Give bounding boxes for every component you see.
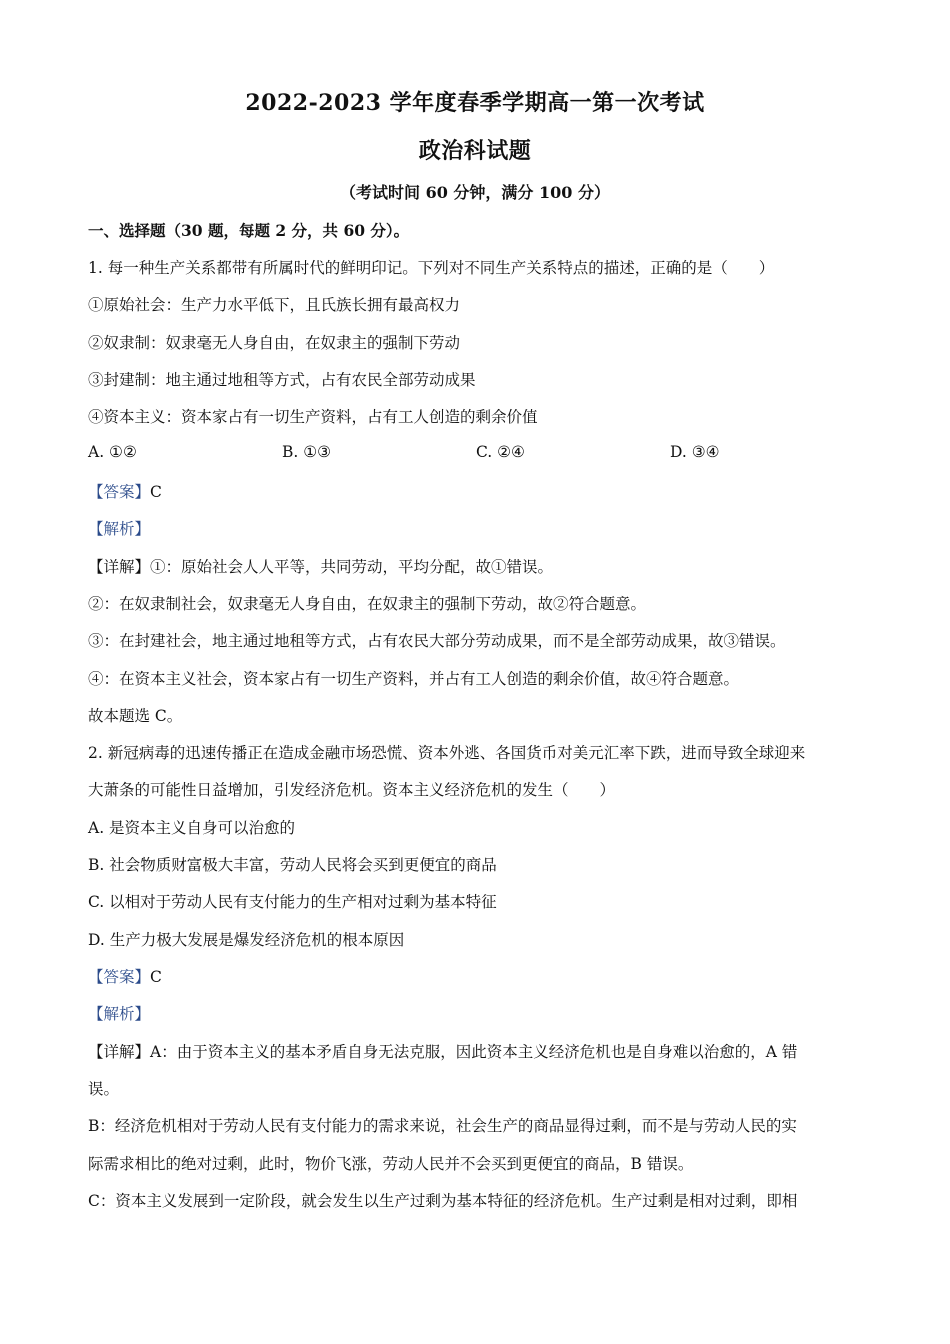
q2-answer [88,965,162,987]
q1-answer [88,480,162,502]
q1-answer-value: C [150,483,162,501]
q2-detail-line-5: C：资本主义发展到一定阶段，就会发生以生产过剩为基本特征的经济危机。生产过剩是相对过剩，即相 [88,1192,798,1210]
q1-detail-text-1: ①：原始社会人人平等，共同劳动，平均分配，故①错误。 [150,558,554,576]
q1-option-a: A. ①② [88,443,137,461]
q1-detail-4: ④：在资本主义社会，资本家占有一切生产资料，并占有工人创造的剩余价值，故④符合题意。 [88,670,740,688]
q1-answer-label: 【答案】 [88,483,151,501]
q1-detail-1 [88,555,553,577]
q2-detail-label: 【详解】 [88,1043,151,1061]
exam-info: （考试时间 60 分钟，满分 100 分） [340,183,610,202]
q2-option-d: D. 生产力极大发展是爆发经济危机的根本原因 [88,931,405,949]
q1-stem: 1. 每一种生产关系都带有所属时代的鲜明印记。下列对不同生产关系特点的描述，正确的是（ ） [88,259,775,277]
q2-detail-line-2: 误。 [88,1080,120,1098]
q1-detail-label: 【详解】 [88,558,151,576]
q1-item-2: ②奴隶制：奴隶毫无人身自由，在奴隶主的强制下劳动 [88,334,461,352]
q2-detail-text-1: A：由于资本主义的基本矛盾自身无法克服，因此资本主义经济危机也是自身难以治愈的，A 错 [150,1043,798,1061]
q2-detail-line-4: 际需求相比的绝对过剩，此时，物价飞涨，劳动人民并不会买到更便宜的商品，B 错误。 [88,1155,694,1173]
q1-item-3: ③封建制：地主通过地租等方式，占有农民全部劳动成果 [88,371,476,389]
q2-detail-line-3: B：经济危机相对于劳动人民有支付能力的需求来说，社会生产的商品显得过剩，而不是与劳动人民的实 [88,1117,797,1135]
q2-option-b: B. 社会物质财富极大丰富，劳动人民将会买到更便宜的商品 [88,856,497,874]
q1-option-c: C. ②④ [476,443,525,461]
q1-item-4: ④资本主义：资本家占有一切生产资料，占有工人创造的剩余价值 [88,408,538,426]
q1-option-b: B. ①③ [282,443,332,461]
q2-answer-label: 【答案】 [88,968,151,986]
q1-detail-2: ②：在奴隶制社会，奴隶毫无人身自由，在奴隶主的强制下劳动，故②符合题意。 [88,595,647,613]
exam-title: 2022-2023 学年度春季学期高一第一次考试 [245,90,705,116]
q1-detail-3: ③：在封建社会，地主通过地租等方式，占有农民大部分劳动成果，而不是全部劳动成果，故③错误。 [88,632,786,650]
q2-analysis-label: 【解析】 [88,1005,151,1023]
q2-detail-line-1 [88,1040,797,1062]
q1-option-d: D. ③④ [670,443,720,461]
q2-option-a: A. 是资本主义自身可以治愈的 [88,819,296,837]
q2-stem-line-1: 2. 新冠病毒的迅速传播正在造成金融市场恐慌、资本外逃、各国货币对美元汇率下跌，进而导致全球迎来 [88,744,806,762]
q2-stem-line-2: 大萧条的可能性日益增加，引发经济危机。资本主义经济危机的发生（ ） [88,781,616,799]
exam-subject: 政治科试题 [418,138,532,164]
section-heading: 一、选择题（30 题，每题 2 分，共 60 分）。 [88,221,410,240]
q1-detail-5: 故本题选 C。 [88,707,183,725]
q1-item-1: ①原始社会：生产力水平低下，且氏族长拥有最高权力 [88,296,461,314]
q1-analysis-label: 【解析】 [88,520,151,538]
q2-answer-value: C [150,968,162,986]
q2-option-c: C. 以相对于劳动人民有支付能力的生产相对过剩为基本特征 [88,893,497,911]
